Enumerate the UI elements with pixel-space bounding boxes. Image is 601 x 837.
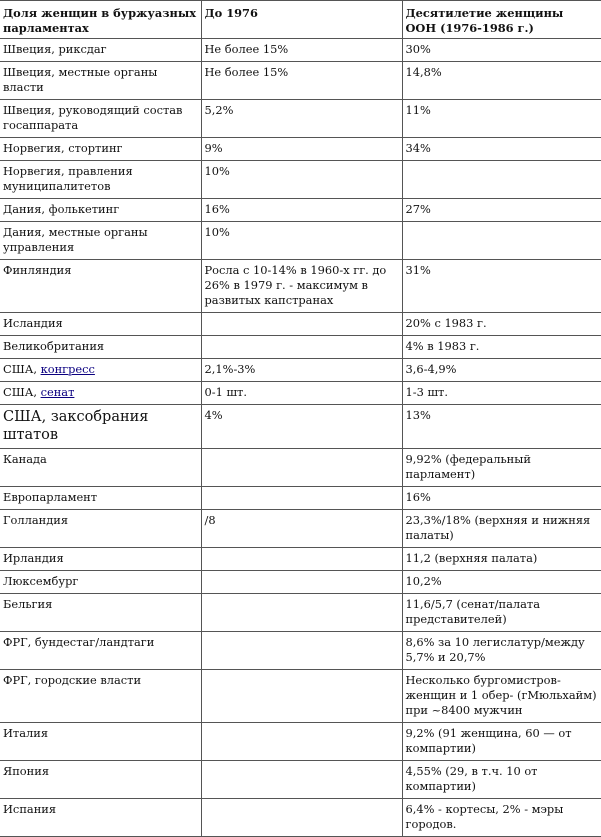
- before-1976-value: 10%: [201, 222, 402, 260]
- un-decade-value: Несколько бургомистров-женщин и 1 обер- (гМюльхайм) при ~8400 мужчин: [402, 670, 601, 723]
- table-row: [0, 548, 601, 571]
- table-row: [0, 632, 601, 670]
- before-1976-value: [201, 632, 402, 670]
- row-label: Великобритания: [0, 336, 201, 359]
- table-row: [0, 199, 601, 222]
- row-label: Италия: [0, 723, 201, 761]
- before-1976-value: 16%: [201, 199, 402, 222]
- row-label: Люксембург: [0, 571, 201, 594]
- table-row: [0, 62, 601, 100]
- before-1976-value: [201, 799, 402, 837]
- row-label: Канада: [0, 449, 201, 487]
- un-decade-value: 27%: [402, 199, 601, 222]
- before-1976-value: /8: [201, 510, 402, 548]
- row-label: Норвегия, правления муниципалитетов: [0, 161, 201, 199]
- table-row: [0, 100, 601, 138]
- row-label: [0, 359, 201, 382]
- table-row: [0, 571, 601, 594]
- un-decade-value: 34%: [402, 138, 601, 161]
- un-decade-value: 8,6% за 10 легислатур/между 5,7% и 20,7%: [402, 632, 601, 670]
- table-row: [0, 359, 601, 382]
- row-label: Исландия: [0, 313, 201, 336]
- un-decade-value: 9,92% (федеральный парламент): [402, 449, 601, 487]
- un-decade-value: 4% в 1983 г.: [402, 336, 601, 359]
- before-1976-value: Росла с 10-14% в 1960-х гг. до 26% в 1979 г. - максимум в развитых капстранах: [201, 260, 402, 313]
- table-row: [0, 799, 601, 837]
- row-label-prefix: США,: [3, 385, 41, 399]
- row-label: Голландия: [0, 510, 201, 548]
- row-label: Швеция, руководящий состав госаппарата: [0, 100, 201, 138]
- before-1976-value: [201, 761, 402, 799]
- table-row: [0, 39, 601, 62]
- row-label: ФРГ, бундестаг/ландтаги: [0, 632, 201, 670]
- before-1976-value: [201, 571, 402, 594]
- table-row: [0, 723, 601, 761]
- before-1976-value: [201, 449, 402, 487]
- row-label: Япония: [0, 761, 201, 799]
- un-decade-value: 11,6/5,7 (сенат/палата представителей): [402, 594, 601, 632]
- table-row: [0, 449, 601, 487]
- before-1976-value: [201, 548, 402, 571]
- before-1976-value: [201, 723, 402, 761]
- row-label: США, заксобрания штатов: [0, 405, 201, 449]
- before-1976-value: Не более 15%: [201, 62, 402, 100]
- un-decade-value: 9,2% (91 женщина, 60 — от компартии): [402, 723, 601, 761]
- un-decade-value: 11,2 (верхняя палата): [402, 548, 601, 571]
- before-1976-value: [201, 487, 402, 510]
- table-row: [0, 313, 601, 336]
- table-row: [0, 260, 601, 313]
- table-row: [0, 138, 601, 161]
- row-label: Испания: [0, 799, 201, 837]
- row-label: Финляндия: [0, 260, 201, 313]
- before-1976-value: [201, 594, 402, 632]
- row-label: Норвегия, стортинг: [0, 138, 201, 161]
- table-row: [0, 510, 601, 548]
- row-label: Швеция, местные органы власти: [0, 62, 201, 100]
- before-1976-value: [201, 336, 402, 359]
- row-label: Дания, фолькетинг: [0, 199, 201, 222]
- before-1976-value: 2,1%-3%: [201, 359, 402, 382]
- row-label: ФРГ, городские власти: [0, 670, 201, 723]
- table-row: [0, 761, 601, 799]
- un-decade-value: 31%: [402, 260, 601, 313]
- row-label: Бельгия: [0, 594, 201, 632]
- un-decade-value: 20% с 1983 г.: [402, 313, 601, 336]
- un-decade-value: 1-3 шт.: [402, 382, 601, 405]
- un-decade-value: 6,4% - кортесы, 2% - мэры городов.: [402, 799, 601, 837]
- table-row: [0, 405, 601, 449]
- header-share-of-women: Доля женщин в буржуазных парламентах: [0, 1, 201, 39]
- senate-link[interactable]: сенат: [40, 385, 75, 399]
- row-label: Швеция, риксдаг: [0, 39, 201, 62]
- before-1976-value: [201, 670, 402, 723]
- un-decade-value: 30%: [402, 39, 601, 62]
- row-label: Дания, местные органы управления: [0, 222, 201, 260]
- table-row: [0, 336, 601, 359]
- before-1976-value: 10%: [201, 161, 402, 199]
- un-decade-value: 10,2%: [402, 571, 601, 594]
- un-decade-value: [402, 161, 601, 199]
- un-decade-value: 4,55% (29, в т.ч. 10 от компартии): [402, 761, 601, 799]
- table-row: [0, 594, 601, 632]
- before-1976-value: 5,2%: [201, 100, 402, 138]
- table-row: [0, 161, 601, 199]
- before-1976-value: 0-1 шт.: [201, 382, 402, 405]
- header-un-decade: Десятилетие женщины ООН (1976-1986 г.): [402, 1, 601, 39]
- before-1976-value: Не более 15%: [201, 39, 402, 62]
- header-before-1976: До 1976: [201, 1, 402, 39]
- row-label: Ирландия: [0, 548, 201, 571]
- before-1976-value: [201, 313, 402, 336]
- table-row: [0, 382, 601, 405]
- before-1976-value: 4%: [201, 405, 402, 449]
- table-row: [0, 222, 601, 260]
- un-decade-value: 3,6-4,9%: [402, 359, 601, 382]
- row-label: Европарламент: [0, 487, 201, 510]
- un-decade-value: 13%: [402, 405, 601, 449]
- un-decade-value: 14,8%: [402, 62, 601, 100]
- table-header-row: [0, 1, 601, 39]
- un-decade-value: [402, 222, 601, 260]
- congress-link[interactable]: конгресс: [40, 362, 95, 376]
- un-decade-value: 23,3%/18% (верхняя и нижняя палаты): [402, 510, 601, 548]
- un-decade-value: 16%: [402, 487, 601, 510]
- row-label-prefix: США,: [3, 362, 41, 376]
- un-decade-value: 11%: [402, 100, 601, 138]
- table-row: [0, 670, 601, 723]
- row-label: [0, 382, 201, 405]
- table-row: [0, 487, 601, 510]
- before-1976-value: 9%: [201, 138, 402, 161]
